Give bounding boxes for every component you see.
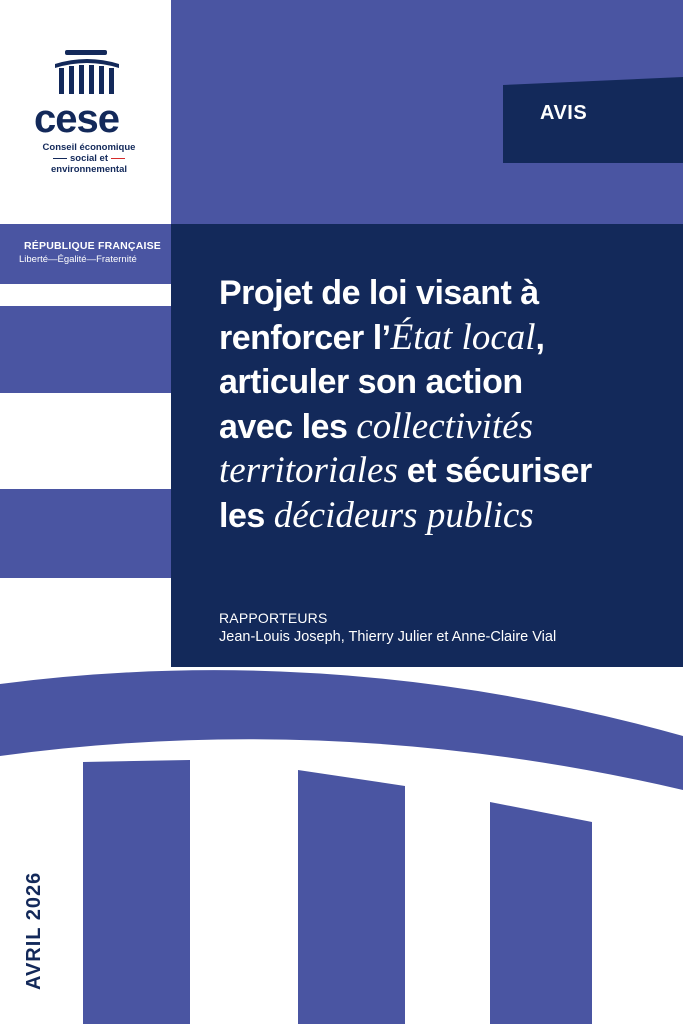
title-line-6-a: les bbox=[219, 496, 274, 535]
title-line-6 bbox=[219, 494, 669, 539]
title-line-4-italic: collectivités bbox=[356, 405, 533, 447]
doc-type-label: AVIS bbox=[540, 102, 588, 124]
cese-logo bbox=[24, 50, 152, 180]
column-1 bbox=[83, 760, 190, 1024]
avis-box bbox=[503, 77, 683, 163]
cese-subtitle-line1: Conseil économique bbox=[42, 142, 136, 153]
cese-subtitle-line2: social et bbox=[69, 153, 109, 164]
rapporteurs-names: Jean-Louis Joseph, Thierry Julier et Anne-Claire Vial bbox=[219, 629, 557, 645]
cese-subtitle-line2-wrap bbox=[34, 153, 144, 164]
title-line-2-italic: État local bbox=[390, 316, 536, 358]
republique-title: RÉPUBLIQUE FRANÇAISE bbox=[24, 240, 162, 252]
title-line-4-a: avec les bbox=[219, 407, 357, 446]
title-line-6-italic: décideurs publics bbox=[273, 494, 534, 536]
column-3 bbox=[490, 802, 592, 1024]
cese-wordmark: cese bbox=[34, 97, 119, 141]
title-line-2 bbox=[219, 316, 669, 361]
title-line-4 bbox=[219, 405, 669, 450]
cese-subtitle bbox=[34, 142, 144, 175]
title-line-3: articuler son action bbox=[219, 363, 523, 401]
tricolor-red-bar bbox=[111, 158, 125, 159]
title-line-2-a: renforcer l’ bbox=[219, 318, 391, 357]
title-line-1: Projet de loi visant à bbox=[219, 274, 539, 312]
document-title bbox=[219, 271, 669, 538]
building-icon bbox=[51, 50, 123, 100]
publication-date: AVRIL 2026 bbox=[23, 871, 45, 990]
cese-subtitle-line3: environnemental bbox=[50, 164, 128, 175]
column-2 bbox=[298, 770, 405, 1024]
title-line-5 bbox=[219, 449, 669, 494]
rapporteurs-label: RAPPORTEURS bbox=[219, 610, 328, 626]
title-line-2-c: , bbox=[535, 318, 545, 357]
title-line-5-italic: territoriales bbox=[219, 450, 398, 491]
tricolor-blue-bar bbox=[53, 158, 67, 159]
title-line-5-b: et sécuriser bbox=[397, 452, 592, 490]
republique-motto: Liberté—Égalité—Fraternité bbox=[19, 254, 137, 265]
